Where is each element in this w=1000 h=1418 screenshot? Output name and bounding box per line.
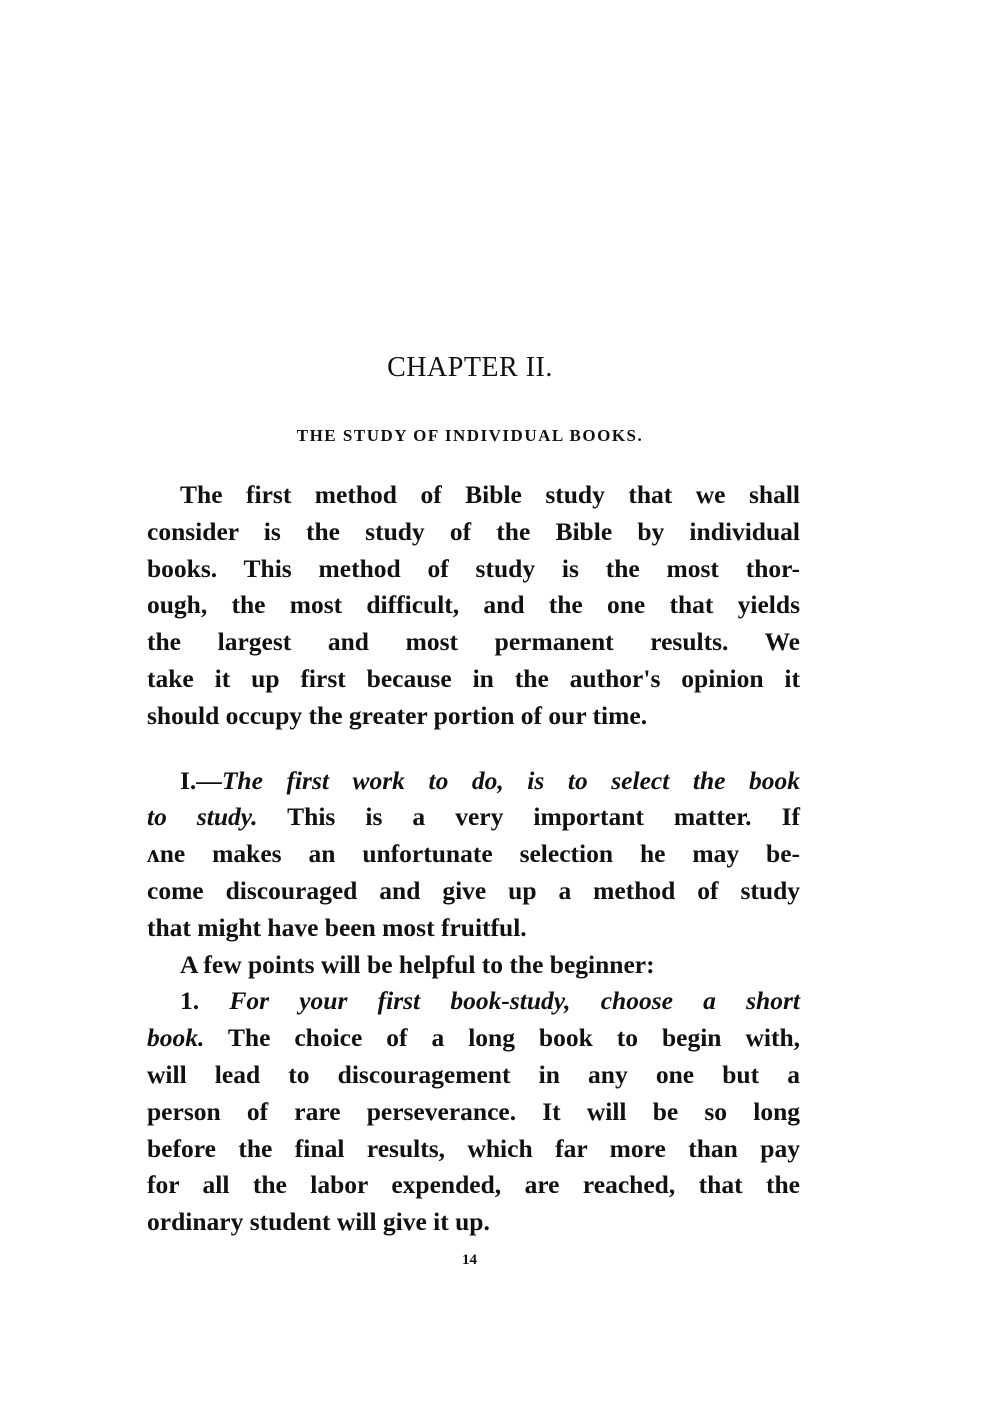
text-line [147, 625, 800, 659]
text-segment: 1. [180, 986, 230, 1016]
text-segment: before the final results, which far more than pay [147, 1133, 800, 1163]
text-segment: consider is the study of the Bible by individual [147, 516, 800, 546]
text-line [147, 800, 800, 834]
italic-text: to study. [147, 802, 258, 832]
text-line [147, 552, 800, 586]
text-segment: that might have been most fruitful. [147, 912, 527, 942]
italic-text: For your first book-study, choose a short [229, 986, 801, 1016]
text-segment: The choice of a long book to begin with, [204, 1023, 800, 1053]
italic-text: book. [147, 1023, 205, 1053]
text-line [147, 874, 800, 908]
text-line [147, 1205, 800, 1239]
page-number: 14 [462, 1252, 477, 1268]
section-title: THE STUDY OF INDIVIDUAL BOOKS. [296, 426, 644, 445]
text-segment: ordinary student will give it up. [147, 1207, 490, 1237]
text-line [147, 1132, 800, 1166]
text-line [147, 1021, 800, 1055]
text-line [180, 948, 800, 982]
text-line [147, 1168, 800, 1202]
text-line [147, 1058, 800, 1092]
text-line [147, 662, 800, 696]
text-line [147, 515, 800, 549]
text-segment: This is a very important matter. If [257, 802, 800, 832]
text-line [180, 764, 800, 798]
text-line [180, 984, 800, 1018]
text-segment: the largest and most permanent results. We [147, 627, 800, 657]
text-segment: books. This method of study is the most thor- [147, 553, 800, 583]
text-segment: ʌne makes an unfortunate selection he may be- [147, 839, 800, 869]
text-segment: I.— [180, 765, 222, 795]
text-line [147, 837, 800, 871]
text-segment: will lead to discouragement in any one but a [147, 1060, 800, 1089]
text-line [147, 1095, 800, 1129]
text-segment: for all the labor expended, are reached, that the [147, 1170, 800, 1200]
text-line [180, 478, 800, 512]
text-line [147, 699, 800, 733]
text-segment: ough, the most difficult, and the one that yields [147, 590, 800, 620]
italic-text: The first work to do, is to select the book [221, 765, 800, 795]
text-segment: The first method of Bible study that we shall [180, 480, 800, 509]
text-segment: A few points will be helpful to the beginner: [180, 949, 655, 979]
text-segment: come discouraged and give up a method of study [147, 876, 800, 905]
text-line [147, 588, 800, 622]
text-segment: should occupy the greater portion of our time. [147, 700, 648, 730]
chapter-title: CHAPTER II. [387, 352, 553, 383]
text-segment: take it up first because in the author's opinion it [147, 664, 800, 693]
text-line [147, 911, 800, 945]
text-segment: person of rare perseverance. It will be so long [147, 1096, 800, 1126]
